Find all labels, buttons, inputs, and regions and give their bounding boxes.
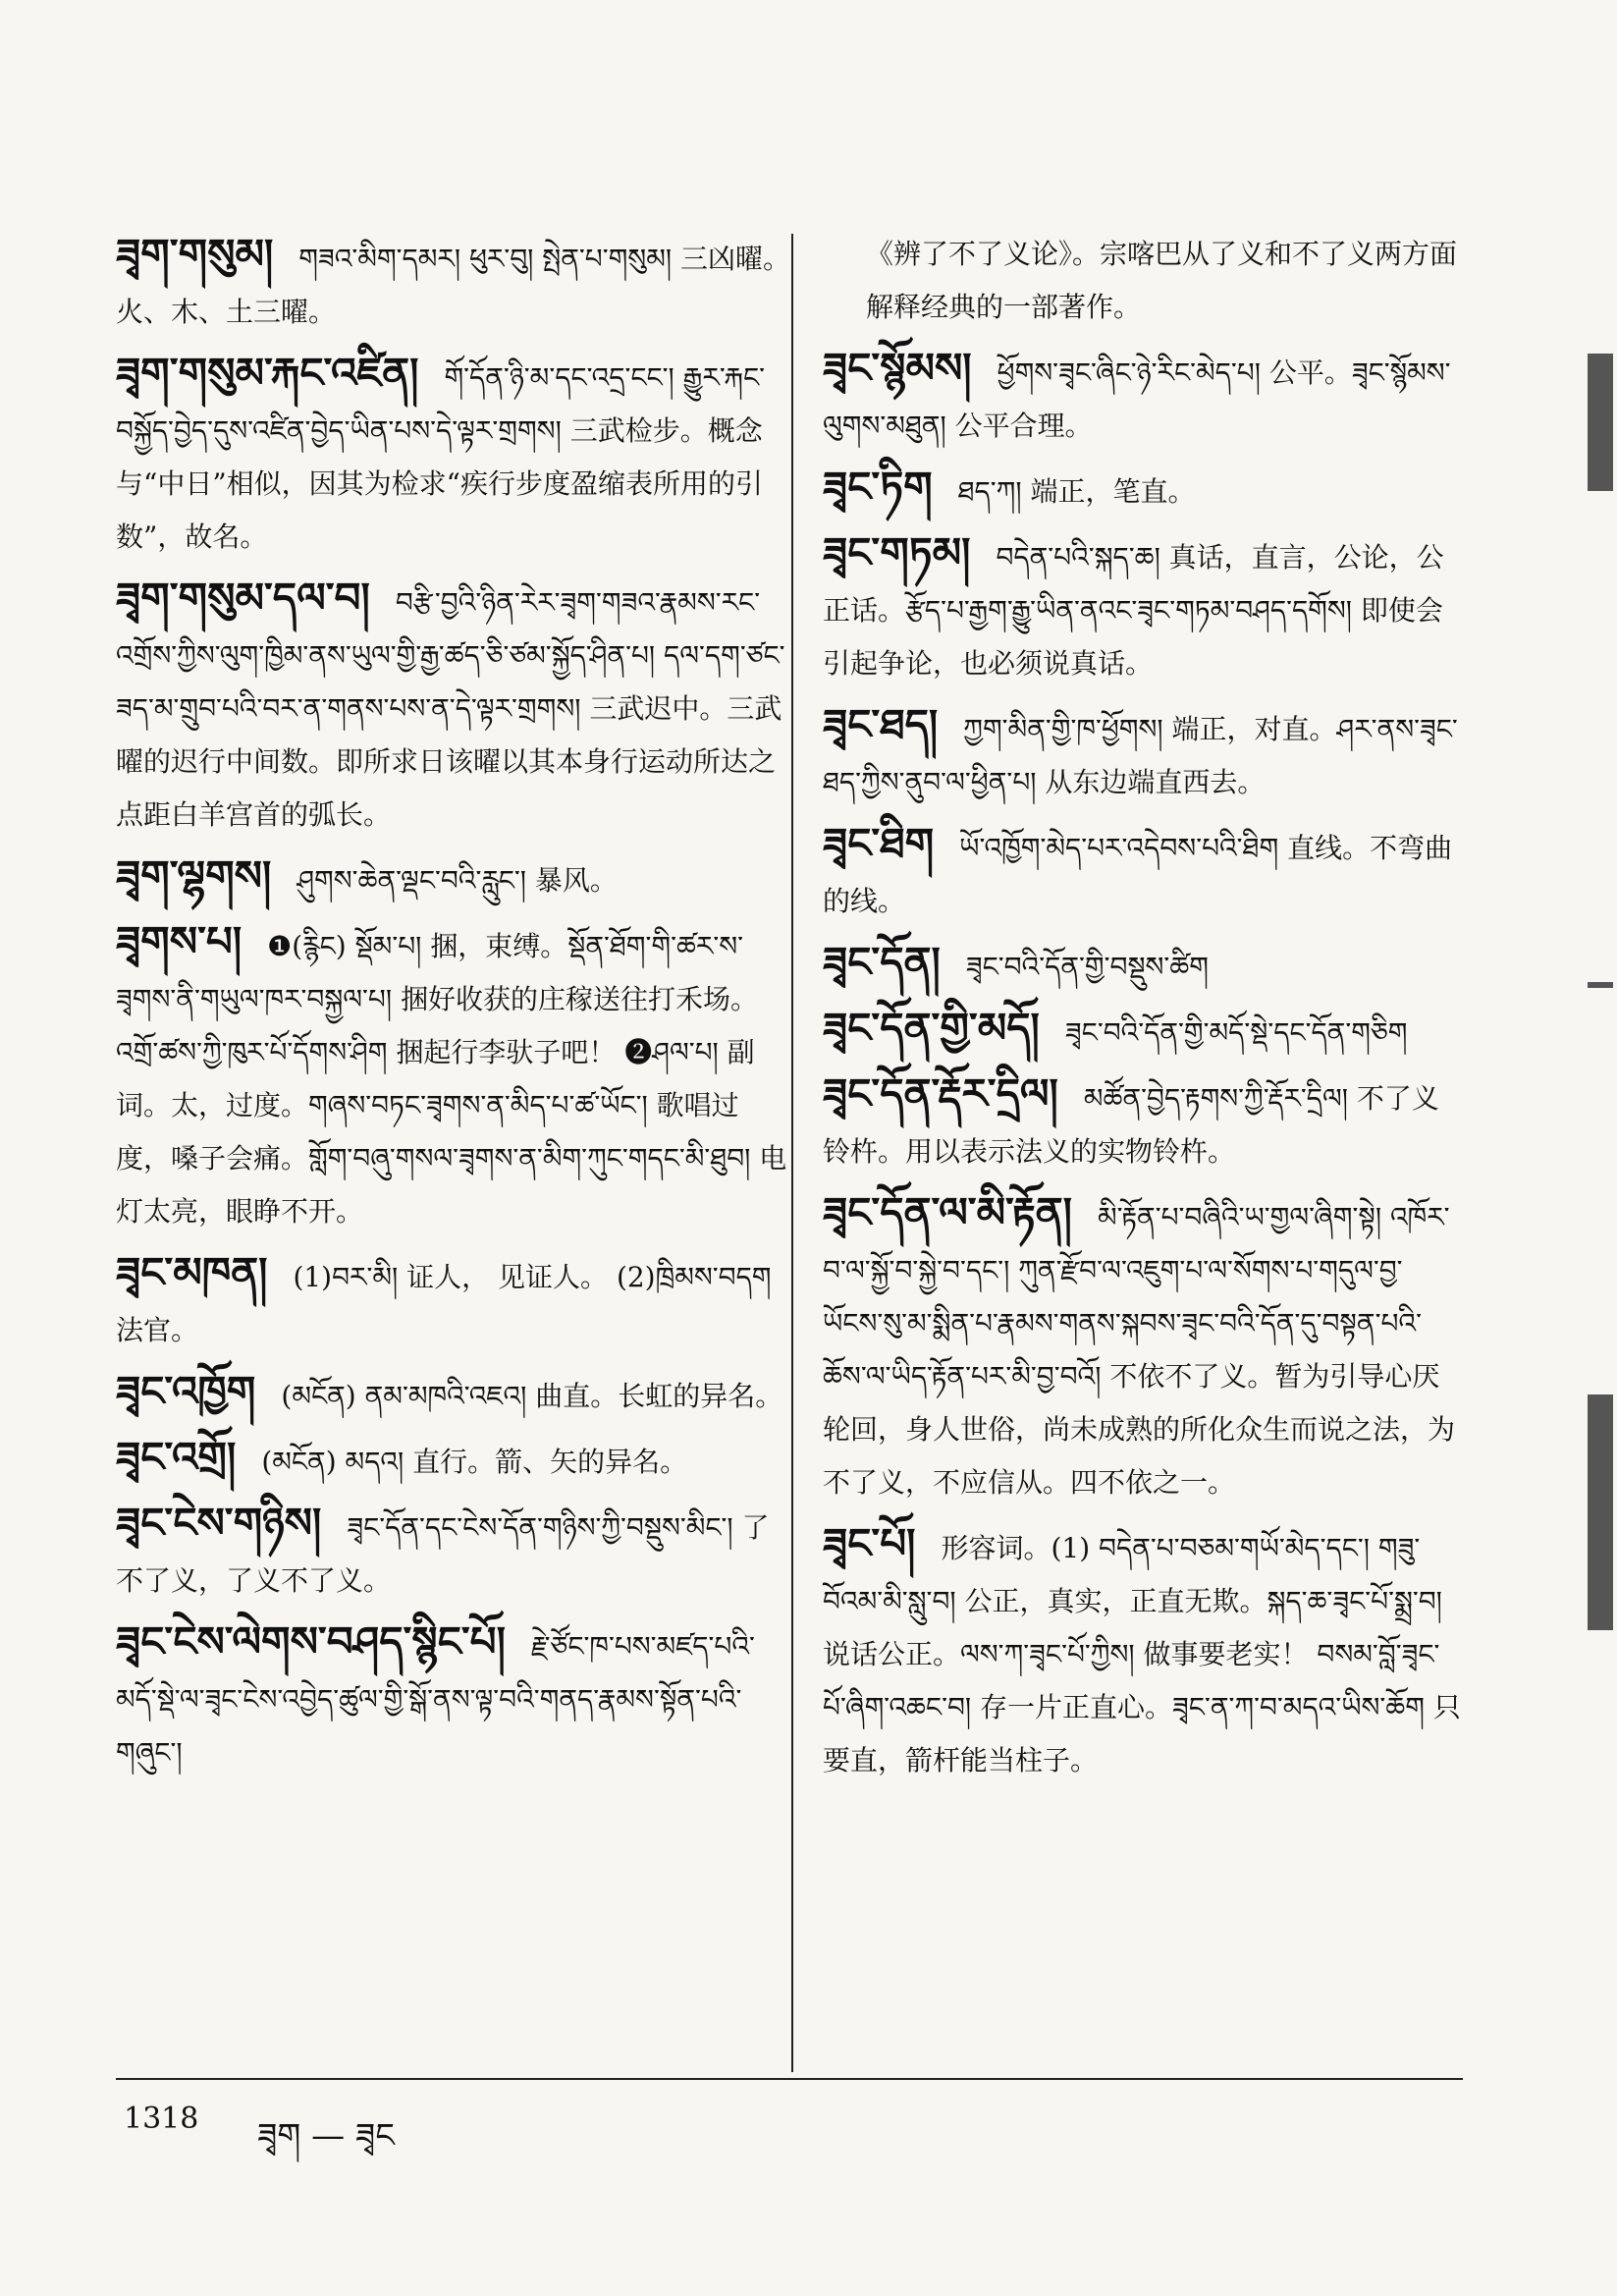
entry-headword: ཟྭང་པོ།: [823, 1519, 916, 1567]
entry-definition: བརྩི་བྱའི་ཉིན་རེར་ཟྭག་གཟའ་རྣམས་རང་འགྲོས་ཀྱིས་ལུག་ཁྱིམ་ནས་ཡུལ་གྱི་རྒྱ་ཚད་ཅི་ཙམ་སྐྱོད་ཤིན་པ། དལ་དག་ཙང་ཟད་མ་གྲུབ་པའི་བར་ན་གནས་པས་ན་དེ་ལྟར་གྲགས། 三武迟中。三武曜的迟行中间数。即所求日该曜以其本身行运动所达之点距白羊宫首的弧长。: [116, 586, 785, 831]
dictionary-entry: [116, 1615, 793, 1779]
entry-headword: ཟྭང་ཐད།: [823, 700, 939, 748]
entry-headword: ཟྭང་དོན།: [823, 938, 941, 986]
entry-definition: ཤུགས་ཆེན་ལྡང་བའི་རླུང་། 暴风。: [296, 864, 618, 897]
entry-definition: ཟྭང་དོན་དང་ངེས་དོན་གཉིས་ཀྱི་བསྡུས་མིང་། 了不了义，了义不了义。: [116, 1511, 770, 1597]
dictionary-entry: [823, 1002, 1461, 1060]
dictionary-entry: [116, 1365, 793, 1423]
entry-definition: (མངོན) མདའ། 直行。箭、矢的异名。: [261, 1446, 688, 1478]
entry-headword: ཟྭག་གསུམ་རྐང་འཛིན།: [116, 349, 419, 397]
entry-headword: ཟྭང་ངེས་ལེགས་བཤད་སྙིང་པོ།: [116, 1617, 506, 1666]
entry-headword: ཟྭང་ཏིག: [823, 463, 933, 511]
entry-definition: མཚོན་བྱེད་རྟགས་ཀྱི་རྡོར་དྲིལ། 不了义铃杵。用以表示法义的实物铃杵。: [823, 1082, 1439, 1168]
entry-headword: ཟྭང་ཐིག: [823, 819, 935, 867]
entry-headword: ཟྭག་གསུམ་དལ་བ།: [116, 574, 370, 622]
dictionary-entry: [823, 698, 1461, 809]
entry-definition: གོ་དོན་ཉི་མ་དང་འདྲ་ངང་། རྒྱུར་རྐང་བསྐྱོད་བྱེད་དུས་འཛིན་བྱེད་ཡིན་པས་དེ་ལྟར་གྲགས། 三武检步。概念与“中日”相似，因其为检求“疾行步度盈缩表所用的引数”，故名。: [116, 361, 766, 553]
dictionary-entry: [116, 572, 793, 842]
entry-definition: ཐད་ཀ། 端正，笔直。: [957, 475, 1196, 508]
entry-definition: རྗེ་ཙོང་ཁ་པས་མཛད་པའི་མདོ་སྡེ་ལ་ཟྭང་ངེས་འབྱེད་ཚུལ་གྱི་སྒོ་ནས་ལྟ་བའི་གནད་རྣམས་སྟོན་པའི་གཞུང་།: [116, 1630, 755, 1769]
entry-definition: གཟའ་མིག་དམར། ཕུར་བུ། སྤེན་པ་གསུམ། 三凶曜。火、木、土三曜。: [116, 243, 790, 328]
scan-margin-marks: [1580, 0, 1617, 2296]
entry-definition: མི་རྟོན་པ་བཞིའི་ཡ་གྱལ་ཞིག་སྟེ། འཁོར་བ་ལ་སྐྱོ་བ་སྐྱེ་བ་དང་། ཀུན་རྫོབ་ལ་འཇུག་པ་ལ་སོགས་པ་གདུལ་བྱ་ཡོངས་སུ་མ་སྨིན་པ་རྣམས་གནས་སྐབས་ཟྭང་བའི་དོན་དུ་བསྟན་པའི་ཆོས་ལ་ཡིད་རྟོན་པར་མི་བྱ་བའོ། 不依不了义。暂为引导心厌轮回，身人世俗，尚未成熟的所化众生而说之法，为不了义，不应信从。四不依之一。: [823, 1201, 1456, 1499]
dictionary-entry: [116, 347, 793, 564]
entry-headword: ཟྭང་འགྲོ།: [116, 1433, 237, 1481]
entry-definition: ཀྱག་མིན་གྱི་ཁ་ཕྱོགས། 端正，对直。ཤར་ནས་ཟྭང་ཐད་ཀྱིས་ནུབ་ལ་ཕྱིན་པ། 从东边端直西去。: [823, 713, 1458, 798]
entry-headword: ཟྭག་ལྷགས།: [116, 851, 272, 900]
entry-headword: ཟྭག་གསུམ།: [116, 230, 274, 278]
dictionary-entry: [823, 228, 1461, 334]
entry-definition: བདེན་པའི་སྐད་ཆ། 真话，直言，公论，公正话。རྩོད་པ་རྒྱག་རྒྱུ་ཡིན་ནའང་ཟྭང་གཏམ་བཤད་དགོས། 即使会引起争论，也必须说真话。: [823, 541, 1444, 680]
dictionary-entry: [116, 915, 793, 1238]
dictionary-entry: [116, 228, 793, 339]
entry-definition: (མངོན) ནམ་མཁའི་འཇའ། 曲直。长虹的异名。: [281, 1380, 783, 1412]
entry-definition: ཟྭང་བའི་དོན་གྱི་བསྡུས་ཚིག: [965, 951, 1209, 983]
dictionary-entry: [823, 461, 1461, 519]
page-number: 1318: [124, 2102, 199, 2136]
left-column: [116, 228, 793, 1787]
running-head: ཟྭག — ཟྭང: [257, 2116, 395, 2156]
entry-definition: ཟྭང་བའི་དོན་གྱི་མདོ་སྡེ་དང་དོན་གཅིག: [1064, 1016, 1408, 1049]
footer-rule: [116, 2078, 1463, 2080]
dictionary-entry: [823, 1186, 1461, 1509]
entry-headword: ཟྭང་གཏམ།: [823, 528, 971, 576]
entry-headword: ཟྭང་འཁྱོག: [116, 1367, 256, 1415]
entry-definition: (1)བར་མི། 证人， 见证人。 (2)ཁྲིམས་བདག 法官。: [116, 1261, 772, 1346]
entry-definition: ❶(རྙིང) སྡོམ་པ། 捆，束缚。སྡོན་ཐོག་གི་ཚར་ས་ཟྭགས་ནི་གཡུལ་ཁར་བསྐྱལ་པ། 捆好收获的庄稼送往打禾场。འགྲོ་ཚས་ཀྱི་ཁུར་པོ་དོགས་ཤིག 捆起行李驮子吧！ ❷ཤལ་པ། 副词。太，过度。གཞས་བཏང་ཟྭགས་ན་མིད་པ་ཚ་ཡོང་། 歌唱过度，嗓子会痛。གློག་བཞུ་གསལ་ཟྭགས་ན་མིག་ཀུང་གདང་མི་ཐུབ། 电灯太亮，眼睁不开。: [116, 930, 787, 1228]
column-divider: [791, 234, 793, 2072]
entry-headword: ཟྭང་དོན་རྡོར་དྲིལ།: [823, 1069, 1058, 1118]
entry-headword: ཟྭགས་པ།: [116, 917, 243, 965]
dictionary-entry: [823, 1517, 1461, 1787]
entry-headword: ཟྭང་དོན་ལ་མི་རྟོན།: [823, 1188, 1072, 1236]
dictionary-entry: [823, 817, 1461, 928]
right-column: [823, 228, 1461, 1795]
dictionary-entry: [116, 1497, 793, 1608]
dictionary-entry: [823, 526, 1461, 690]
entry-definition: ཡོ་འཁྱོག་མེད་པར་འདེབས་པའི་ཐིག 直线。不弯曲的线。: [823, 832, 1453, 917]
entry-definition: 《辨了不了义论》。宗喀巴从了义和不了义两方面解释经典的一部著作。: [866, 238, 1458, 323]
dictionary-entry: [823, 936, 1461, 994]
dictionary-entry: [116, 1246, 793, 1357]
dictionary-entry: [116, 1431, 793, 1489]
entry-headword: ཟྭང་ངེས་གཉིས།: [116, 1499, 322, 1547]
entry-definition: 形容词。(1) བདེན་པ་བཅམ་གཡོ་མེད་དང་། གཟུ་བོའམ་མི་སླུ་བ། 公正，真实，正直无欺。སྐད་ཆ་ཟྭང་པོ་སྨྲ་བ། 说话公正。ལས་ཀ་ཟྭང་པོ་ཀྱིས། 做事要老实！ བསམ་བློ་ཟྭང་པོ་ཞིག་འཆང་བ། 存一片正直心。ཟྭང་ན་ཀ་བ་མདའ་ཡིས་ཆོག 只要直，箭杆能当柱子。: [823, 1532, 1461, 1777]
dictionary-entry: [823, 342, 1461, 453]
entry-headword: ཟྭང་མཁན།: [116, 1248, 268, 1296]
entry-headword: ཟྭང་སྙོམས།: [823, 344, 972, 392]
dictionary-entry: [823, 1067, 1461, 1178]
entry-definition: ཕྱོགས་ཟྭང་ཞིང་ཉེ་རིང་མེད་པ། 公平。ཟྭང་སྙོམས་ལུགས་མཐུན། 公平合理。: [823, 356, 1451, 442]
entry-headword: ཟྭང་དོན་གྱི་མདོ།: [823, 1004, 1040, 1052]
dictionary-entry: [116, 849, 793, 907]
